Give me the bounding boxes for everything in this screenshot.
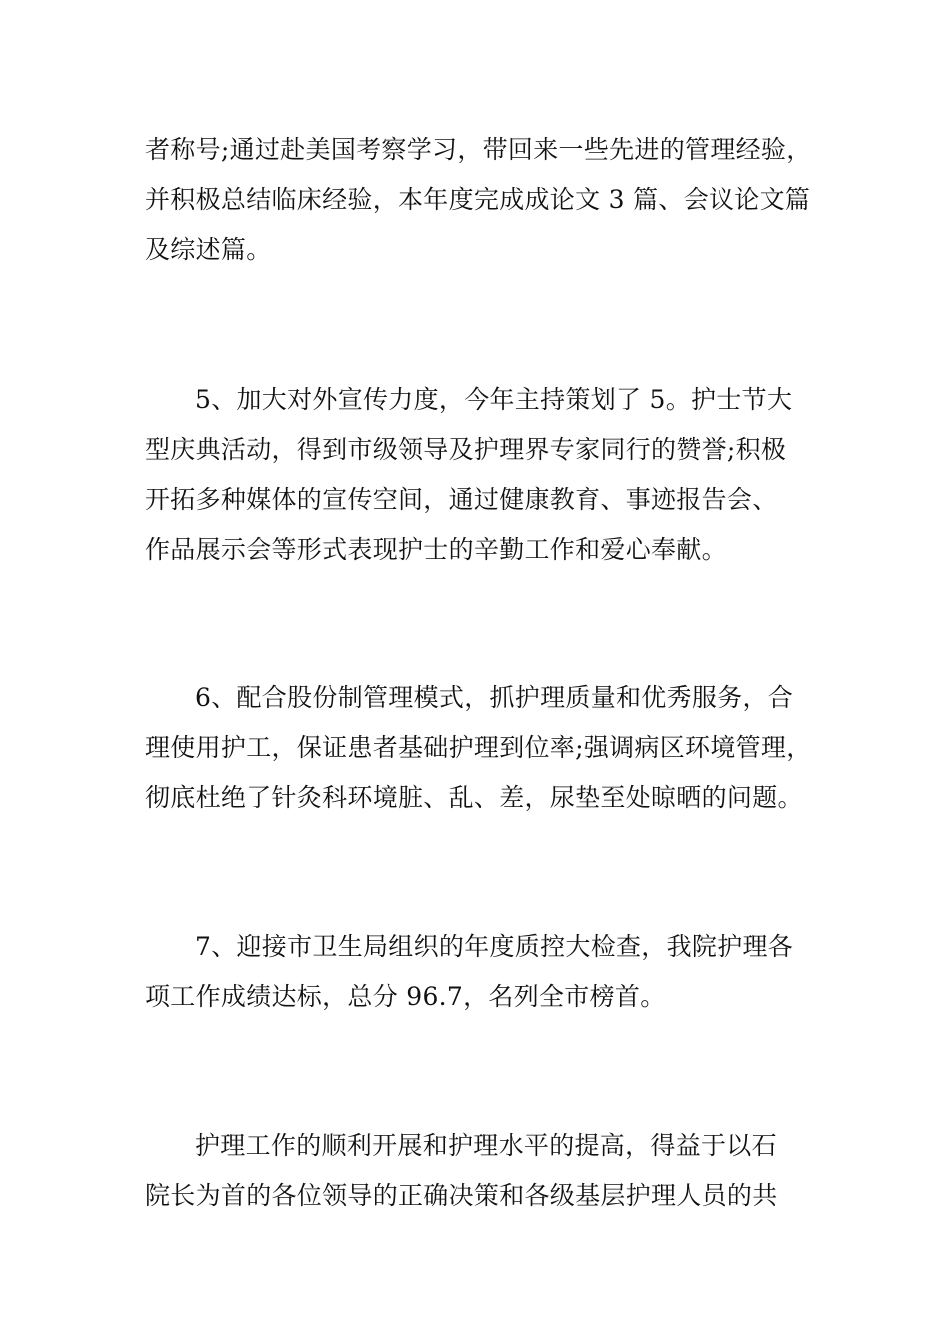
paragraph-2-line-1: 5、加大对外宣传力度，今年主持策划了 5。护士节大 <box>195 385 793 414</box>
paragraph-3-line-2: 理使用护工，保证患者基础护理到位率;强调病区环境管理， <box>145 733 812 762</box>
paragraph-2-line-2: 型庆典活动，得到市级领导及护理界专家同行的赞誉;积极 <box>145 435 787 464</box>
paragraph-2-line-4: 作品展示会等形式表现护士的辛勤工作和爱心奉献。 <box>145 535 727 564</box>
paragraph-1-line-1: 者称号;通过赴美国考察学习，带回来一些先进的管理经验， <box>145 135 812 164</box>
paragraph-4-line-1: 7、迎接市卫生局组织的年度质控大检查，我院护理各 <box>195 932 794 961</box>
paragraph-5-line-2: 院长为首的各位领导的正确决策和各级基层护理人员的共 <box>145 1181 778 1210</box>
paragraph-3-line-1: 6、配合股份制管理模式，抓护理质量和优秀服务，合 <box>195 683 794 712</box>
paragraph-3-line-3: 彻底杜绝了针灸科环境脏、乱、差，尿垫至处晾晒的问题。 <box>145 783 803 812</box>
paragraph-4-line-2: 项工作成绩达标，总分 96.7，名列全市榜首。 <box>145 982 666 1011</box>
paragraph-2-line-3: 开拓多种媒体的宣传空间，通过健康教育、事迹报告会、 <box>145 485 778 514</box>
paragraph-5-line-1: 护理工作的顺利开展和护理水平的提高，得益于以石 <box>195 1131 777 1160</box>
paragraph-1-line-3: 及综述篇。 <box>145 235 272 264</box>
paragraph-1-line-2: 并积极总结临床经验，本年度完成成论文 3 篇、会议论文篇 <box>145 185 811 214</box>
